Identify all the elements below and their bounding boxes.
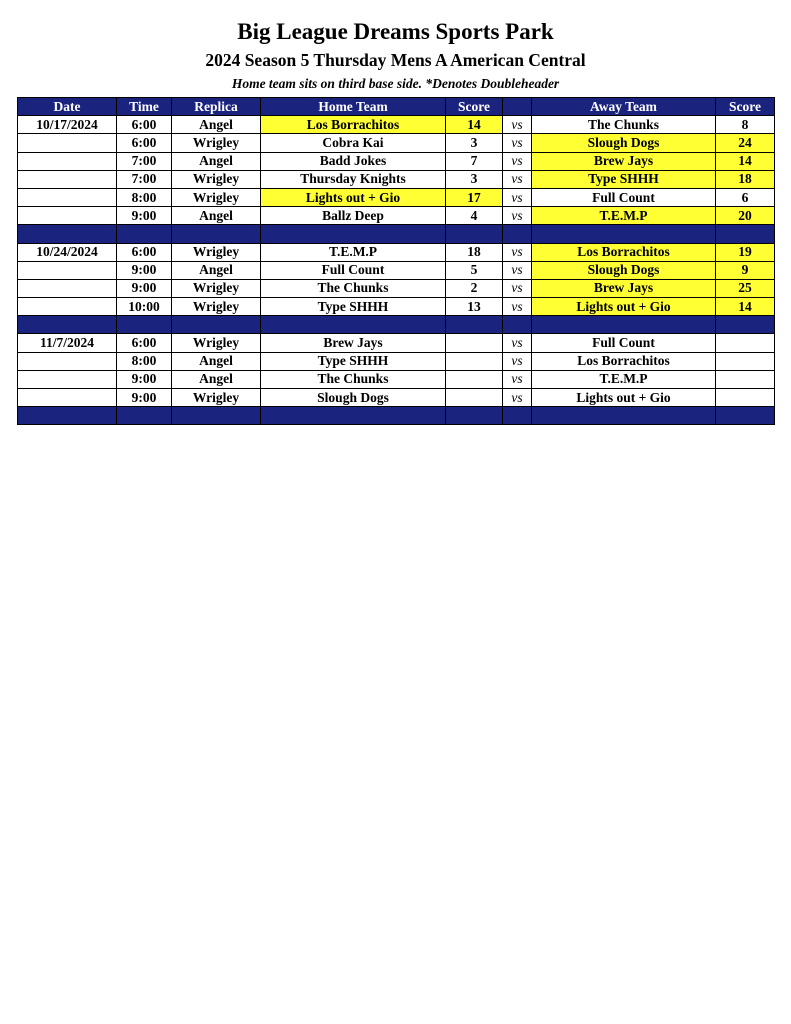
game-time: 9:00: [117, 389, 172, 407]
home-team: Cobra Kai: [261, 134, 446, 152]
home-team: T.E.M.P: [261, 243, 446, 261]
separator-cell: [261, 407, 446, 425]
page-note: Home team sits on third base side. *Denotes Doubleheader: [231, 76, 560, 91]
vs-label: vs: [503, 188, 532, 206]
separator-cell: [18, 225, 117, 243]
away-team: Lights out + Gio: [532, 389, 716, 407]
away-score: [716, 352, 775, 370]
separator-cell: [172, 316, 261, 334]
home-score: 17: [446, 188, 503, 206]
vs-label: vs: [503, 370, 532, 388]
table-row: [18, 389, 775, 407]
home-team: Slough Dogs: [261, 389, 446, 407]
away-team: T.E.M.P: [532, 207, 716, 225]
replica-field: Wrigley: [172, 279, 261, 297]
away-score: [716, 370, 775, 388]
game-time: 7:00: [117, 152, 172, 170]
home-team: Type SHHH: [261, 352, 446, 370]
vs-label: vs: [503, 116, 532, 134]
game-time: 9:00: [117, 207, 172, 225]
home-score: 2: [446, 279, 503, 297]
away-score: 6: [716, 188, 775, 206]
home-score: [446, 352, 503, 370]
away-score: [716, 334, 775, 352]
home-score: 14: [446, 116, 503, 134]
separator-cell: [503, 225, 532, 243]
replica-field: Angel: [172, 352, 261, 370]
away-score: 25: [716, 279, 775, 297]
vs-label: vs: [503, 170, 532, 188]
away-score: 18: [716, 170, 775, 188]
separator-cell: [172, 225, 261, 243]
home-team: Brew Jays: [261, 334, 446, 352]
home-team: The Chunks: [261, 370, 446, 388]
home-score: 3: [446, 170, 503, 188]
separator-cell: [503, 407, 532, 425]
game-time: 6:00: [117, 334, 172, 352]
vs-label: vs: [503, 243, 532, 261]
away-team: Los Borrachitos: [532, 243, 716, 261]
replica-field: Wrigley: [172, 188, 261, 206]
game-time: 8:00: [117, 188, 172, 206]
away-team: Full Count: [532, 188, 716, 206]
home-score: 3: [446, 134, 503, 152]
table-row: [18, 334, 775, 352]
game-date: [18, 152, 117, 170]
separator-cell: [18, 407, 117, 425]
home-team: Full Count: [261, 261, 446, 279]
home-score: 4: [446, 207, 503, 225]
block-separator-row: [18, 225, 775, 243]
away-team: Los Borrachitos: [532, 352, 716, 370]
vs-label: vs: [503, 334, 532, 352]
table-row: [18, 243, 775, 261]
replica-field: Wrigley: [172, 298, 261, 316]
separator-cell: [446, 316, 503, 334]
home-score: 13: [446, 298, 503, 316]
away-team: Slough Dogs: [532, 261, 716, 279]
table-header-row: [18, 98, 775, 116]
away-score: 14: [716, 152, 775, 170]
table-row: [18, 188, 775, 206]
home-score: [446, 370, 503, 388]
game-date: [18, 298, 117, 316]
away-team: The Chunks: [532, 116, 716, 134]
col-header-date: Date: [18, 98, 117, 116]
table-row: [18, 261, 775, 279]
away-score: 24: [716, 134, 775, 152]
home-team: Badd Jokes: [261, 152, 446, 170]
away-score: 14: [716, 298, 775, 316]
away-team: Full Count: [532, 334, 716, 352]
vs-label: vs: [503, 279, 532, 297]
vs-label: vs: [503, 298, 532, 316]
game-date: 10/17/2024: [18, 116, 117, 134]
col-header-away-score: Score: [716, 98, 775, 116]
vs-label: vs: [503, 152, 532, 170]
home-score: [446, 334, 503, 352]
vs-label: vs: [503, 352, 532, 370]
page-subtitle: 2024 Season 5 Thursday Mens A American Central: [205, 50, 586, 70]
table-row: [18, 352, 775, 370]
game-date: [18, 207, 117, 225]
vs-label: vs: [503, 389, 532, 407]
away-score: 20: [716, 207, 775, 225]
block-separator-row: [18, 316, 775, 334]
separator-cell: [261, 225, 446, 243]
separator-cell: [172, 407, 261, 425]
away-score: 8: [716, 116, 775, 134]
game-date: [18, 134, 117, 152]
away-team: Brew Jays: [532, 152, 716, 170]
col-header-vs: [503, 98, 532, 116]
game-time: 9:00: [117, 261, 172, 279]
replica-field: Wrigley: [172, 334, 261, 352]
separator-cell: [446, 407, 503, 425]
away-score: 9: [716, 261, 775, 279]
home-score: 18: [446, 243, 503, 261]
game-time: 8:00: [117, 352, 172, 370]
replica-field: Angel: [172, 370, 261, 388]
col-header-time: Time: [117, 98, 172, 116]
game-time: 6:00: [117, 134, 172, 152]
table-row: [18, 170, 775, 188]
game-time: 9:00: [117, 279, 172, 297]
game-date: [18, 370, 117, 388]
separator-cell: [716, 225, 775, 243]
game-time: 6:00: [117, 116, 172, 134]
game-date: [18, 352, 117, 370]
replica-field: Wrigley: [172, 134, 261, 152]
home-team: The Chunks: [261, 279, 446, 297]
col-header-home-team: Home Team: [261, 98, 446, 116]
schedule-body: [18, 116, 775, 425]
page-title: Big League Dreams Sports Park: [237, 19, 554, 44]
separator-cell: [446, 225, 503, 243]
home-score: 5: [446, 261, 503, 279]
game-date: 11/7/2024: [18, 334, 117, 352]
game-date: [18, 389, 117, 407]
replica-field: Angel: [172, 116, 261, 134]
away-team: T.E.M.P: [532, 370, 716, 388]
col-header-home-score: Score: [446, 98, 503, 116]
game-date: 10/24/2024: [18, 243, 117, 261]
separator-cell: [261, 316, 446, 334]
away-team: Lights out + Gio: [532, 298, 716, 316]
away-score: [716, 389, 775, 407]
separator-cell: [18, 316, 117, 334]
table-row: [18, 116, 775, 134]
away-team: Slough Dogs: [532, 134, 716, 152]
replica-field: Wrigley: [172, 389, 261, 407]
home-team: Los Borrachitos: [261, 116, 446, 134]
separator-cell: [716, 316, 775, 334]
col-header-replica: Replica: [172, 98, 261, 116]
vs-label: vs: [503, 207, 532, 225]
separator-cell: [532, 225, 716, 243]
game-date: [18, 188, 117, 206]
separator-cell: [117, 407, 172, 425]
game-time: 6:00: [117, 243, 172, 261]
home-score: [446, 389, 503, 407]
table-row: [18, 279, 775, 297]
home-team: Lights out + Gio: [261, 188, 446, 206]
table-row: [18, 152, 775, 170]
game-date: [18, 261, 117, 279]
separator-cell: [532, 407, 716, 425]
game-date: [18, 170, 117, 188]
away-score: 19: [716, 243, 775, 261]
schedule-table: [17, 97, 775, 425]
game-time: 7:00: [117, 170, 172, 188]
replica-field: Angel: [172, 152, 261, 170]
replica-field: Wrigley: [172, 170, 261, 188]
col-header-away-team: Away Team: [532, 98, 716, 116]
separator-cell: [716, 407, 775, 425]
away-team: Type SHHH: [532, 170, 716, 188]
game-date: [18, 279, 117, 297]
separator-cell: [532, 316, 716, 334]
game-time: 10:00: [117, 298, 172, 316]
table-row: [18, 370, 775, 388]
home-score: 7: [446, 152, 503, 170]
vs-label: vs: [503, 261, 532, 279]
separator-cell: [117, 225, 172, 243]
table-row: [18, 298, 775, 316]
separator-cell: [503, 316, 532, 334]
separator-cell: [117, 316, 172, 334]
home-team: Type SHHH: [261, 298, 446, 316]
replica-field: Angel: [172, 261, 261, 279]
table-row: [18, 134, 775, 152]
table-row: [18, 207, 775, 225]
replica-field: Wrigley: [172, 243, 261, 261]
block-separator-row: [18, 407, 775, 425]
away-team: Brew Jays: [532, 279, 716, 297]
game-time: 9:00: [117, 370, 172, 388]
home-team: Thursday Knights: [261, 170, 446, 188]
home-team: Ballz Deep: [261, 207, 446, 225]
replica-field: Angel: [172, 207, 261, 225]
vs-label: vs: [503, 134, 532, 152]
